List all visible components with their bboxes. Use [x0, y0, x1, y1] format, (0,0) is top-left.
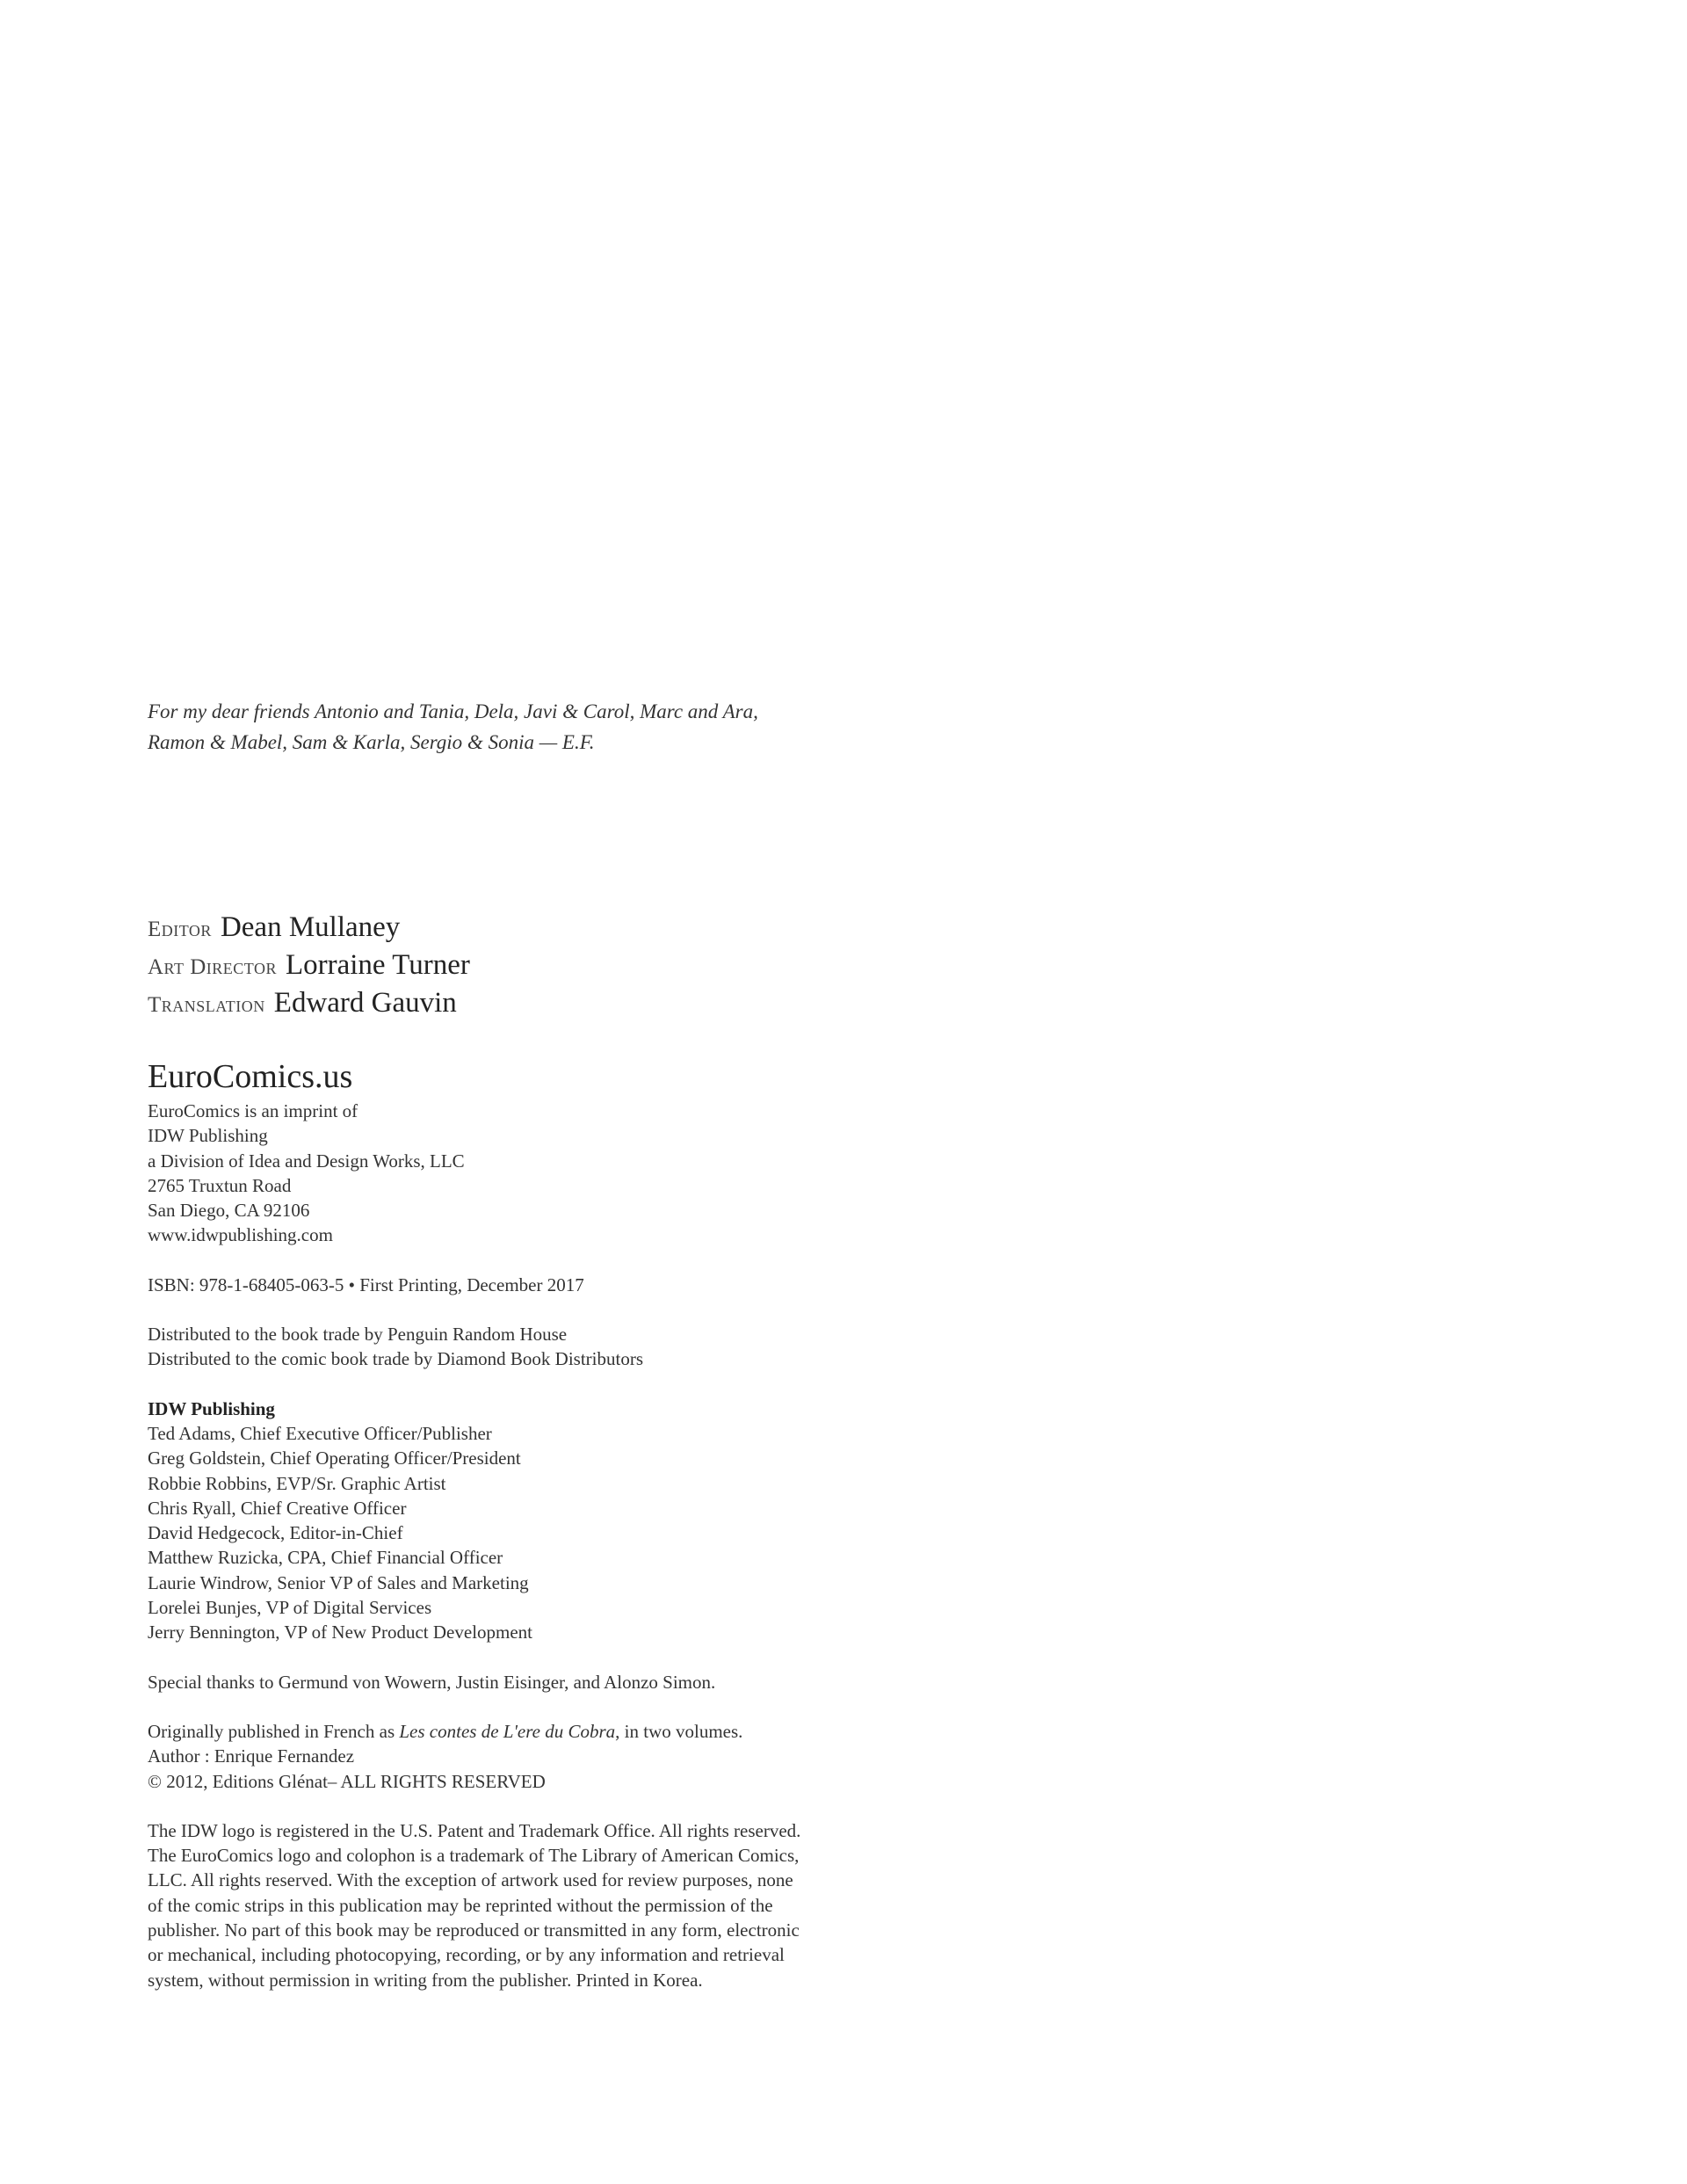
legal-line: The EuroComics logo and colophon is a trademark of The Library of American Comics, — [148, 1845, 800, 1867]
legal-line: system, without permission in writing from the publisher. Printed in Korea. — [148, 1969, 703, 1991]
staff-line: Chris Ryall, Chief Creative Officer — [148, 1497, 407, 1519]
imprint-block — [148, 1056, 800, 1992]
legal-line: or mechanical, including photocopying, recording, or by any information and retrieval — [148, 1944, 785, 1966]
address-line: a Division of Idea and Design Works, LLC — [148, 1150, 465, 1172]
credit-role: Art Director — [148, 955, 277, 979]
credit-role: Translation — [148, 993, 265, 1017]
legal-line: of the comic strips in this publication may be reprinted without the permission of the — [148, 1894, 773, 1916]
staff-line: Laurie Windrow, Senior VP of Sales and Marketing — [148, 1571, 529, 1593]
distribution-line: Distributed to the book trade by Penguin Random House — [148, 1324, 568, 1346]
credit-art-director — [148, 947, 470, 984]
staff-line: Jerry Bennington, VP of New Product Development — [148, 1622, 533, 1643]
distribution-line: Distributed to the comic book trade by Diamond Book Distributors — [148, 1348, 644, 1370]
publisher-address — [148, 1099, 800, 1992]
address-line: 2765 Truxtun Road — [148, 1174, 292, 1196]
credits-block — [148, 909, 470, 1022]
dedication-line: For my dear friends Antonio and Tania, Dela, Javi & Carol, Marc and Ara, — [148, 700, 758, 722]
website-url: www.idwpublishing.com — [148, 1224, 333, 1246]
original-suffix: , in two volumes. — [615, 1720, 743, 1742]
original-publication — [148, 1719, 800, 1744]
copyright-line: © 2012, Editions Glénat– ALL RIGHTS RESERVED — [148, 1770, 546, 1792]
original-title: Les contes de L'ere du Cobra — [399, 1720, 616, 1742]
isbn-line: ISBN: 978-1-68405-063-5 • First Printing, December 2017 — [148, 1273, 584, 1295]
staff-line: Lorelei Bunjes, VP of Digital Services — [148, 1597, 432, 1619]
staff-line: Ted Adams, Chief Executive Officer/Publisher — [148, 1422, 492, 1444]
credit-name: Dean Mullaney — [220, 911, 401, 943]
staff-line: Matthew Ruzicka, CPA, Chief Financial Officer — [148, 1547, 503, 1569]
dedication — [148, 696, 758, 758]
author-line: Author : Enrique Fernandez — [148, 1745, 355, 1767]
staff-line: David Hedgecock, Editor-in-Chief — [148, 1522, 403, 1544]
credit-name: Lorraine Turner — [285, 949, 470, 981]
special-thanks: Special thanks to Germund von Wowern, Justin Eisinger, and Alonzo Simon. — [148, 1671, 716, 1693]
staff-heading: IDW Publishing — [148, 1397, 275, 1419]
legal-line: The IDW logo is registered in the U.S. Patent and Trademark Office. All rights reserved. — [148, 1819, 801, 1841]
credit-name: Edward Gauvin — [273, 987, 457, 1019]
address-line: IDW Publishing — [148, 1125, 268, 1147]
credit-translation — [148, 984, 470, 1022]
staff-line: Greg Goldstein, Chief Operating Officer/President — [148, 1448, 521, 1469]
address-line: San Diego, CA 92106 — [148, 1200, 310, 1222]
legal-line: LLC. All rights reserved. With the exception of artwork used for review purposes, none — [148, 1869, 793, 1891]
original-prefix: Originally published in French as — [148, 1720, 400, 1742]
dedication-line: Ramon & Mabel, Sam & Karla, Sergio & Sonia — E.F. — [148, 731, 595, 753]
credit-editor — [148, 909, 470, 947]
credit-role: Editor — [148, 918, 212, 941]
address-line: EuroComics is an imprint of — [148, 1100, 358, 1121]
imprint-site-title: EuroComics.us — [148, 1058, 353, 1095]
legal-line: publisher. No part of this book may be reproduced or transmitted in any form, electronic — [148, 1919, 800, 1941]
staff-line: Robbie Robbins, EVP/Sr. Graphic Artist — [148, 1472, 446, 1494]
